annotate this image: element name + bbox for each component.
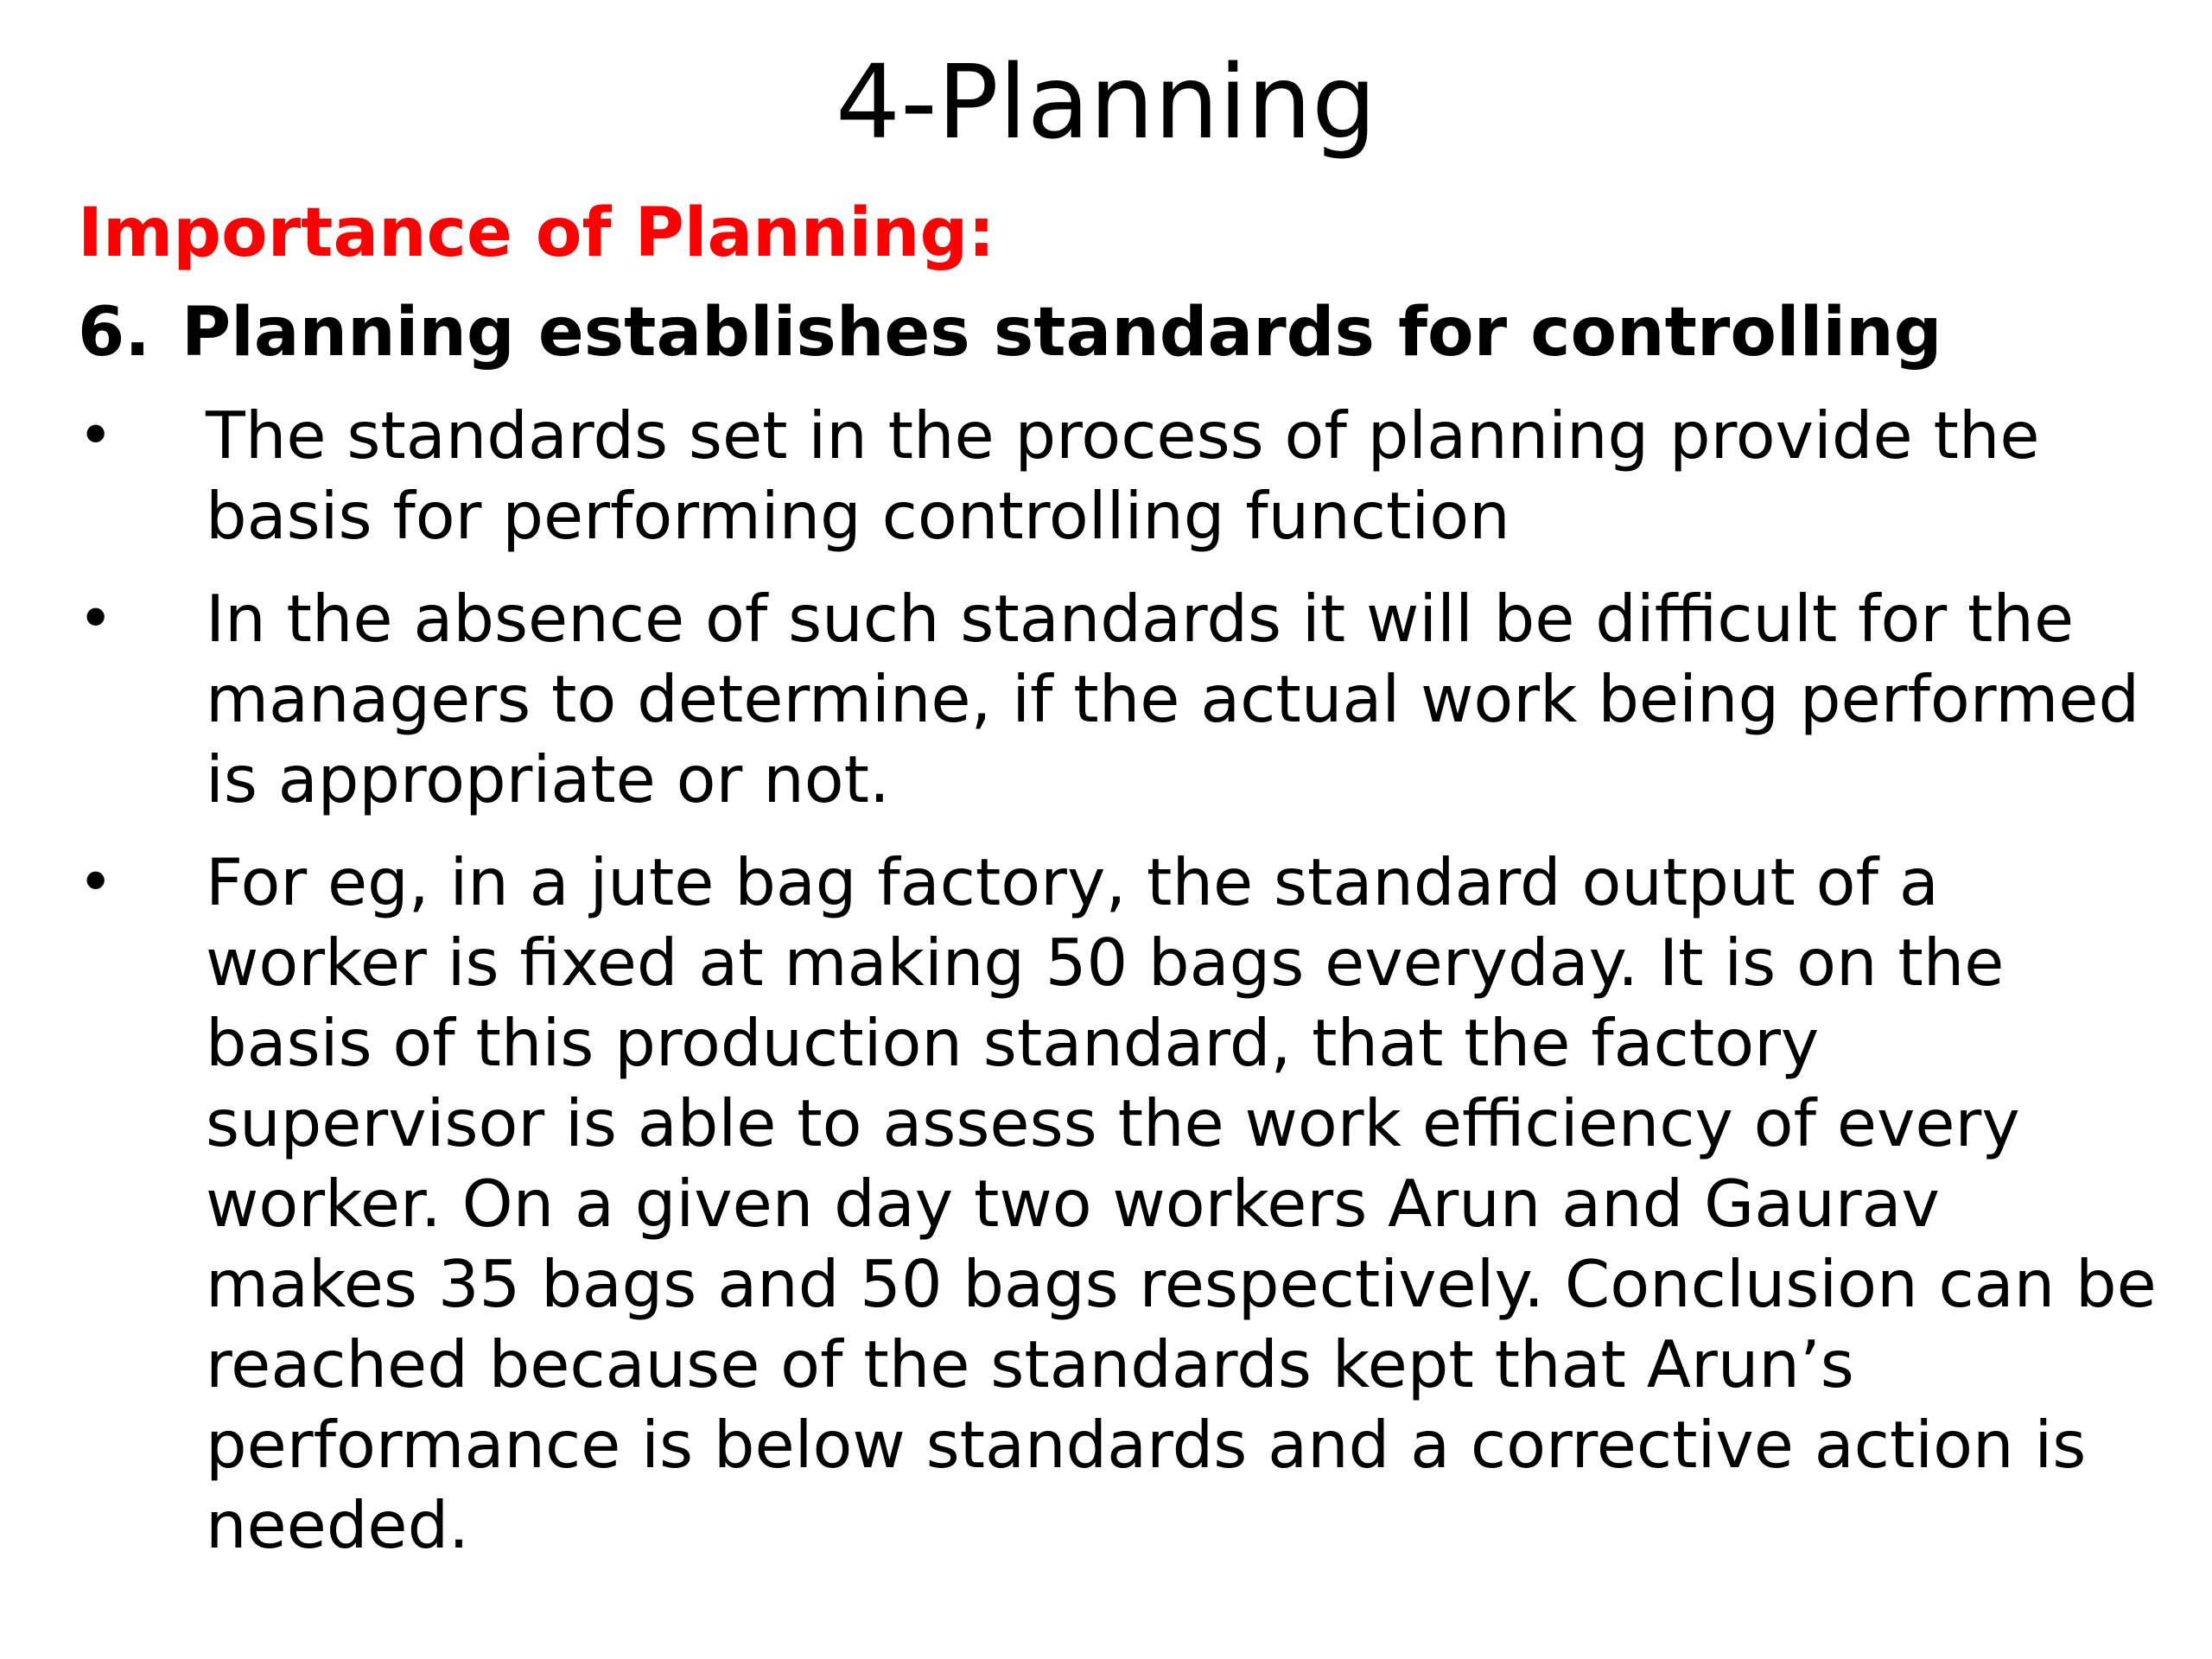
bullet-item: [78, 579, 2169, 820]
bullet-dot-icon: •: [78, 583, 114, 654]
bullet-text: For eg, in a jute bag factory, the standard output of a worker is fixed at making 50 bags everyday. It is on the basis of this production standard, that the factory supervisor is able to assess the work efficiency of every worker. On a given day two workers Arun and Gaurav makes 35 bags and 50 bags respectively. Conclusion can be reached because of the standards kept that Arun’s performance is below standards and a corrective action is needed.: [206, 844, 2157, 1563]
bullet-list: [78, 396, 2169, 1588]
bullet-text: In the absence of such standards it will be difficult for the managers to determine, if the actual work being performed is appropriate or not.: [206, 581, 2140, 817]
slide-title: 4-Planning: [836, 42, 1376, 162]
point-heading: [78, 289, 1942, 376]
point-heading-text: Planning establishes standards for controlling: [181, 294, 1942, 372]
point-number: 6.: [78, 294, 150, 372]
bullet-item: [78, 396, 2169, 556]
bullet-text: The standards set in the process of planning provide the basis for performing controlling function: [206, 397, 2040, 554]
section-subtitle: Importance of Planning:: [78, 194, 995, 272]
bullet-dot-icon: •: [78, 847, 114, 918]
bullet-item: [78, 842, 2169, 1566]
bullet-dot-icon: •: [78, 400, 114, 471]
